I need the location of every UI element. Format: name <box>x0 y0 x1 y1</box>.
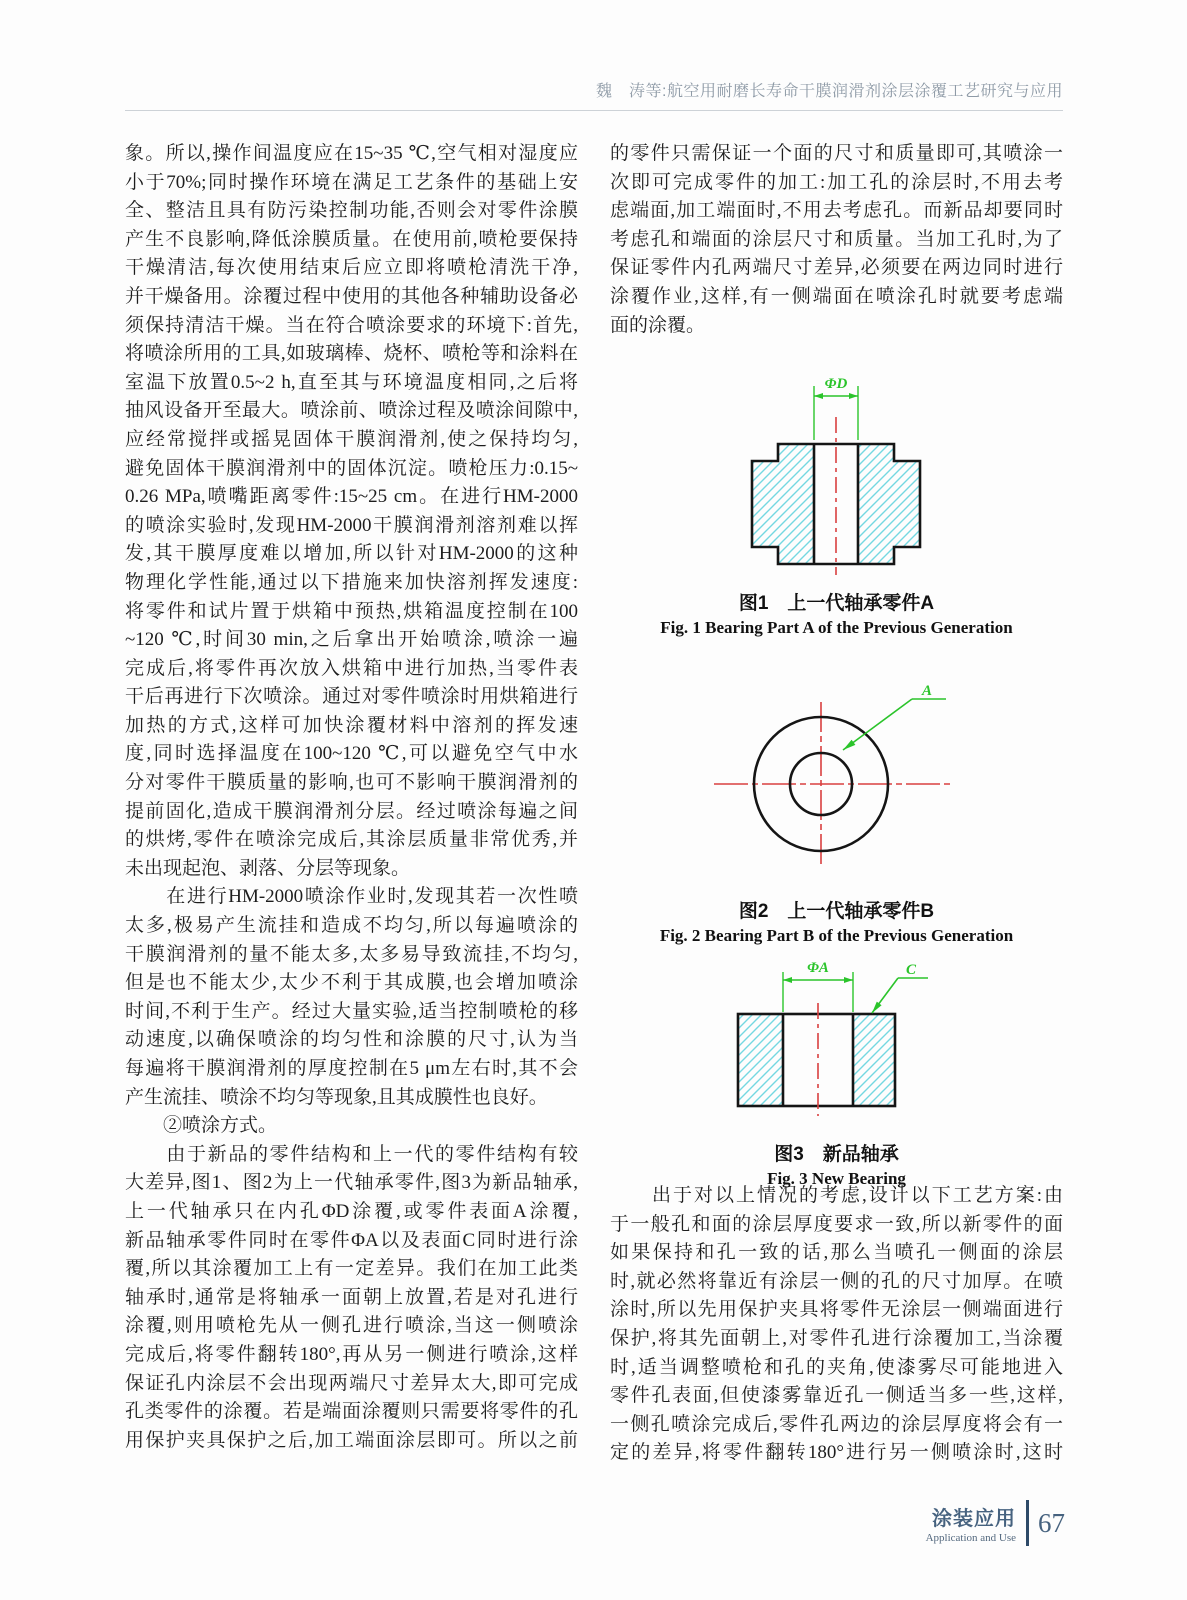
text-line: 完成后,将零件翻转180°,再从另一侧进行喷涂,这样 <box>125 1343 578 1365</box>
right-text-column-bottom <box>610 1182 1063 1468</box>
text-line: 上一代轴承只在内孔ΦD涂覆,或零件表面A涂覆, <box>125 1200 578 1222</box>
fig2-bearing-front-drawing <box>610 675 1063 885</box>
text-line: 太多,极易产生流挂和造成不均匀,所以每遍喷涂的 <box>125 915 578 937</box>
text-line: 时,适当调整喷枪和孔的夹角,使漆雾尽可能地进入 <box>610 1356 1063 1378</box>
fig3-leader <box>872 978 928 1013</box>
text-line: 如果保持和孔一致的话,那么当喷孔一侧面的涂层 <box>610 1242 1063 1264</box>
page-footer <box>905 1500 1065 1546</box>
text-line: 干后再进行下次喷涂。通过对零件喷涂时用烘箱进行 <box>125 686 578 708</box>
running-title: 魏 涛等:航空用耐磨长寿命干膜润滑剂涂层涂覆工艺研究与应用 <box>596 83 1063 100</box>
fig2-leader <box>843 699 946 750</box>
fig1-bearing-section-drawing <box>610 372 1063 577</box>
text-line: 提前固化,造成干膜润滑剂分层。经过喷涂每遍之间 <box>125 800 578 822</box>
left-text-column <box>125 140 578 1455</box>
footer-section-en: Application and Use <box>925 1532 1016 1544</box>
text-line: 分对零件干膜质量的影响,也可不影响干膜润滑剂的 <box>125 772 578 794</box>
footer-divider <box>1026 1500 1029 1546</box>
fig3-dim-label: ΦA <box>807 960 829 976</box>
right-text-column-top <box>610 140 1063 340</box>
text-line: 度,同时选择温度在100~120 ℃,可以避免空气中水 <box>125 743 578 765</box>
text-line: 象。所以,操作间温度应在15~35 ℃,空气相对湿度应 <box>125 143 578 164</box>
header-rule <box>125 110 1063 111</box>
text-line: 涂覆作业,这样,有一侧端面在喷涂孔时就要考虑端 <box>610 285 1063 307</box>
text-line: 须保持清洁干燥。当在符合喷涂要求的环境下:首先, <box>125 314 578 336</box>
figure-3 <box>610 950 1063 1189</box>
text-line: 定的差异,将零件翻转180°进行另一侧喷涂时,这时 <box>610 1442 1063 1464</box>
text-line: 轴承时,通常是将轴承一面朝上放置,若是对孔进行 <box>125 1286 578 1308</box>
text-line: 涂覆,则用喷枪先从一侧孔进行喷涂,当这一侧喷涂 <box>125 1315 578 1337</box>
text-line: 考虑孔和端面的涂层尺寸和质量。当加工孔时,为了 <box>610 228 1063 250</box>
text-line: 动速度,以确保喷涂的均匀性和涂膜的尺寸,认为当 <box>125 1029 578 1051</box>
text-line: 完成后,将零件再次放入烘箱中进行加热,当零件表 <box>125 657 578 679</box>
footer-section-zh: 涂装应用 <box>932 1508 1016 1530</box>
page-number: 67 <box>1038 1507 1065 1538</box>
text-line: 将零件和试片置于烘箱中预热,烘箱温度控制在100 <box>125 600 578 622</box>
fig1-dim-label: ΦD <box>824 376 848 392</box>
text-line: 虑端面,加工端面时,不用去考虑孔。而新品却要同时 <box>610 200 1063 222</box>
text-line: 零件孔表面,但使漆雾靠近孔一侧适当多一些,这样, <box>610 1385 1063 1407</box>
fig1-caption-zh: 图1 上一代轴承零件A <box>738 593 935 614</box>
figure-1 <box>610 372 1063 638</box>
text-line: 次即可完成零件的加工:加工孔的涂层时,不用去考 <box>610 171 1063 193</box>
footer-section <box>926 1502 1016 1544</box>
figure-2 <box>610 675 1063 946</box>
text-line: 孔类零件的涂覆。若是端面涂覆则只需要将零件的孔 <box>125 1401 578 1423</box>
text-line: 保证孔内涂层不会出现两端尺寸差异太大,即可完成 <box>125 1372 578 1394</box>
text-line: 面的涂覆。 <box>610 314 706 336</box>
fig2-caption-en: Fig. 2 Bearing Part B of the Previous Generation <box>659 926 1014 945</box>
fig2-caption-zh: 图2 上一代轴承零件B <box>738 901 935 922</box>
fig3-leader-label: C <box>906 962 917 978</box>
text-line: 于一般孔和面的涂层厚度要求一致,所以新零件的面 <box>610 1213 1063 1235</box>
fig2-leader-label: A <box>922 683 933 699</box>
text-line: 并干燥备用。涂覆过程中使用的其他各种辅助设备必 <box>125 285 578 307</box>
text-line: 的烘烤,零件在喷涂完成后,其涂层质量非常优秀,并 <box>125 829 578 851</box>
text-line: 涂时,所以先用保护夹具将零件无涂层一侧端面进行 <box>610 1299 1063 1321</box>
fig3-caption-zh: 图3 新品轴承 <box>774 1144 899 1165</box>
text-line: 避免固体干膜润滑剂中的固体沉淀。喷枪压力:0.15~ <box>125 457 578 479</box>
fig3-new-bearing-drawing <box>610 950 1063 1128</box>
text-line: 未出现起泡、剥落、分层等现象。 <box>125 857 411 879</box>
text-line: 新品轴承零件同时在零件ΦA以及表面C同时进行涂 <box>125 1229 578 1251</box>
text-line: 0.26 MPa,喷嘴距离零件:15~25 cm。在进行HM-2000 <box>125 486 578 508</box>
text-line: 物理化学性能,通过以下措施来加快溶剂挥发速度: <box>125 571 578 593</box>
text-line: 室温下放置0.5~2 h,直至其与环境温度相同,之后将 <box>125 371 578 393</box>
text-line: 出于对以上情况的考虑,设计以下工艺方案:由 <box>610 1185 1063 1206</box>
text-line: 但是也不能太少,太少不利于其成膜,也会增加喷涂 <box>125 972 578 994</box>
text-line: 在进行HM-2000喷涂作业时,发现其若一次性喷 <box>125 886 578 908</box>
text-line: 保护,将其先面朝上,对零件孔进行涂覆加工,当涂覆 <box>610 1327 1063 1349</box>
fig3-caption-en: Fig. 3 New Bearing <box>767 1169 906 1188</box>
text-line: 干燥清洁,每次使用结束后应立即将喷枪清洗干净, <box>125 257 578 279</box>
text-line: 产生流挂、喷涂不均匀等现象,且其成膜性也良好。 <box>125 1086 548 1108</box>
text-line: 每遍将干膜润滑剂的厚度控制在5 μm左右时,其不会 <box>125 1058 578 1079</box>
text-line: 的零件只需保证一个面的尺寸和质量即可,其喷涂一 <box>610 143 1063 164</box>
text-line: 干膜润滑剂的量不能太多,太多易导致流挂,不均匀, <box>125 943 578 965</box>
text-line: 一侧孔喷涂完成后,零件孔两边的涂层厚度将会有一 <box>610 1413 1063 1435</box>
text-line: 用保护夹具保护之后,加工端面涂层即可。所以之前 <box>125 1429 578 1451</box>
text-line: 小于70%;同时操作环境在满足工艺条件的基础上安 <box>125 171 578 193</box>
text-line: 时,就必然将靠近有涂层一侧的孔的尺寸加厚。在喷 <box>610 1270 1063 1292</box>
fig1-caption-en: Fig. 1 Bearing Part A of the Previous Generation <box>660 618 1013 637</box>
text-line: ②喷涂方式。 <box>125 1115 278 1137</box>
text-line: 由于新品的零件结构和上一代的零件结构有较 <box>125 1143 578 1165</box>
text-line: 大差异,图1、图2为上一代轴承零件,图3为新品轴承, <box>125 1172 578 1194</box>
text-line: 全、整洁且具有防污染控制功能,否则会对零件涂膜 <box>125 200 578 222</box>
fig3-left-hatch <box>738 1014 783 1106</box>
text-line: 发,其干膜厚度难以增加,所以针对HM-2000的这种 <box>125 543 578 565</box>
text-line: 保证零件内孔两端尺寸差异,必须要在两边同时进行 <box>610 257 1063 279</box>
text-line: 产生不良影响,降低涂膜质量。在使用前,喷枪要保持 <box>125 228 578 250</box>
text-line: 时间,不利于生产。经过大量实验,适当控制喷枪的移 <box>125 1000 578 1022</box>
text-line: 应经常搅拌或摇晃固体干膜润滑剂,使之保持均匀, <box>125 428 578 450</box>
fig3-right-hatch <box>853 1014 895 1106</box>
text-line: 的喷涂实验时,发现HM-2000干膜润滑剂溶剂难以挥 <box>125 514 578 536</box>
text-line: 覆,所以其涂覆加工上有一定差异。我们在加工此类 <box>125 1258 578 1280</box>
text-line: 将喷涂所用的工具,如玻璃棒、烧杯、喷枪等和涂料在 <box>125 343 578 365</box>
text-line: 抽风设备开至最大。喷涂前、喷涂过程及喷涂间隙中, <box>125 400 578 422</box>
text-line: ~120 ℃,时间30 min,之后拿出开始喷涂,喷涂一遍 <box>125 629 578 651</box>
text-line: 加热的方式,这样可加快涂覆材料中溶剂的挥发速 <box>125 714 578 736</box>
